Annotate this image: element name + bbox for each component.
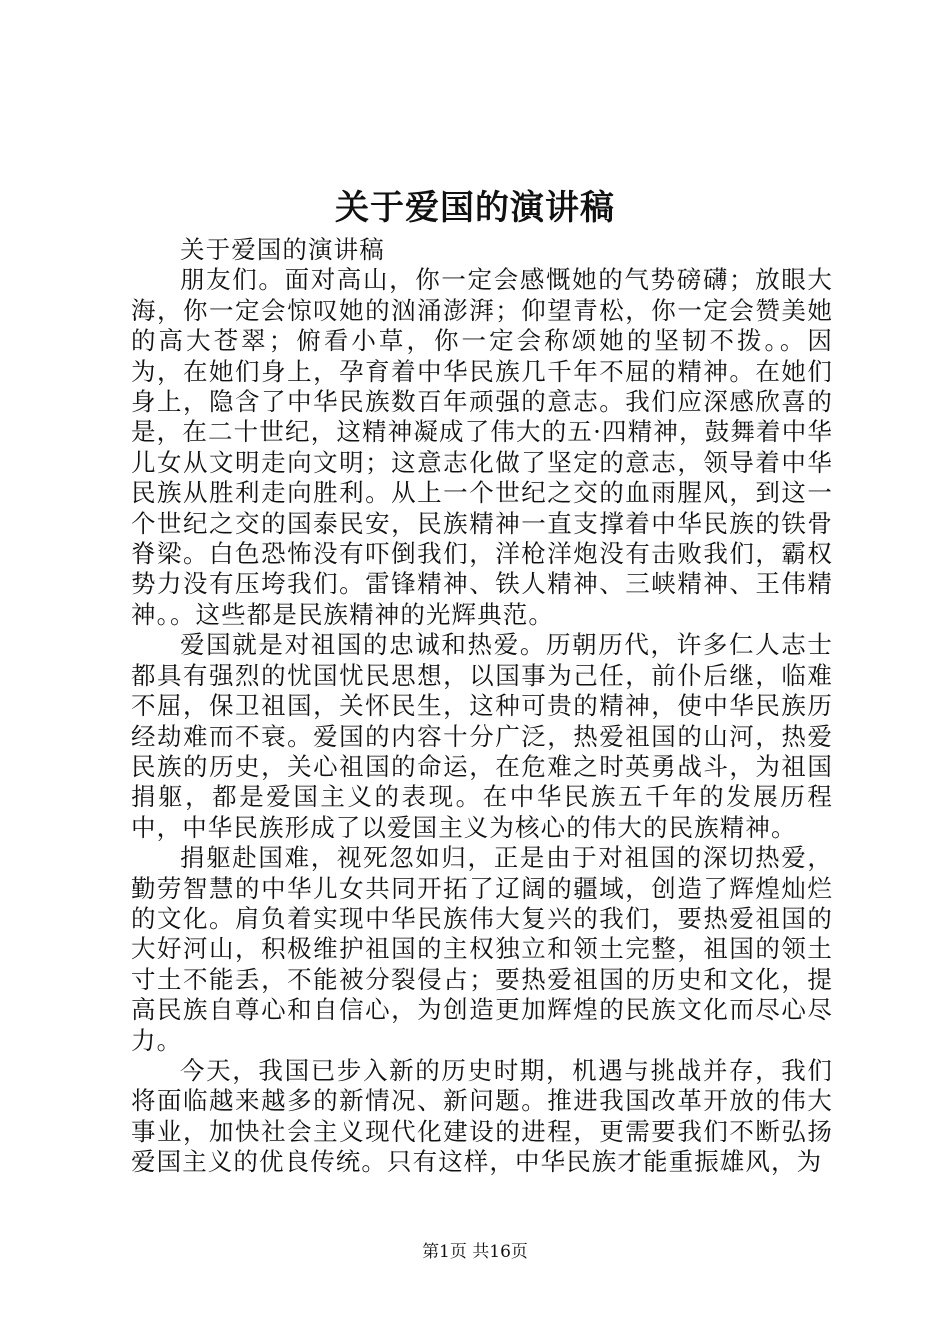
paragraph: 爱国就是对祖国的忠诚和热爱。历朝历代，许多仁人志士都具有强烈的忧国忧民思想，以国事为己任，前仆后继，临难不屈，保卫祖国，关怀民生，这种可贵的精神，使中华民族历经劫难而不衰。爱国的内容十分广泛，热爱祖国的山河，热爱民族的历史，关心祖国的命运，在危难之时英勇战斗，为祖国捐躯，都是爱国主义的表现。在中华民族五千年的发展历程中，中华民族形成了以爱国主义为核心的伟大的民族精神。 bbox=[131, 630, 833, 842]
paragraph: 捐躯赴国难，视死忽如归，正是由于对祖国的深切热爱，勤劳智慧的中华儿女共同开拓了辽阔的疆域，创造了辉煌灿烂的文化。肩负着实现中华民族伟大复兴的我们，要热爱祖国的大好河山，积极维护祖国的主权独立和领土完整，祖国的领土寸土不能丢，不能被分裂侵占；要热爱祖国的历史和文化，提高民族自尊心和自信心，为创造更加辉煌的民族文化而尽心尽力。 bbox=[131, 843, 833, 1055]
paragraph: 今天，我国已步入新的历史时期，机遇与挑战并存，我们将面临越来越多的新情况、新问题。推进我国改革开放的伟大事业，加快社会主义现代化建设的进程，更需要我们不断弘扬爱国主义的优良传统。只有这样，中华民族才能重振雄风，为 bbox=[131, 1055, 833, 1177]
page-number-footer: 第1页 共16页 bbox=[422, 1242, 528, 1262]
paragraph: 朋友们。面对高山，你一定会感慨她的气势磅礴；放眼大海，你一定会惊叹她的汹涌澎湃；仰望青松，你一定会赞美她的高大苍翠；俯看小草，你一定会称颂她的坚韧不拨。。因为，在她们身上，孕育着中华民族几千年不屈的精神。在她们身上，隐含了中华民族数百年顽强的意志。我们应深感欣喜的是，在二十世纪，这精神凝成了伟大的五·四精神，鼓舞着中华儿女从文明走向文明；这意志化做了坚定的意志，领导着中华民族从胜利走向胜利。从上一个世纪之交的血雨腥风，到这一个世纪之交的国泰民安，民族精神一直支撑着中华民族的铁骨脊梁。白色恐怖没有吓倒我们，洋枪洋炮没有击败我们，霸权势力没有压垮我们。雷锋精神、铁人精神、三峡精神、王伟精神。。这些都是民族精神的光辉典范。 bbox=[131, 265, 833, 629]
paragraph-heading: 关于爱国的演讲稿 bbox=[180, 235, 385, 264]
document-body bbox=[131, 235, 833, 1178]
document-title: 关于爱国的演讲稿 bbox=[335, 188, 615, 228]
